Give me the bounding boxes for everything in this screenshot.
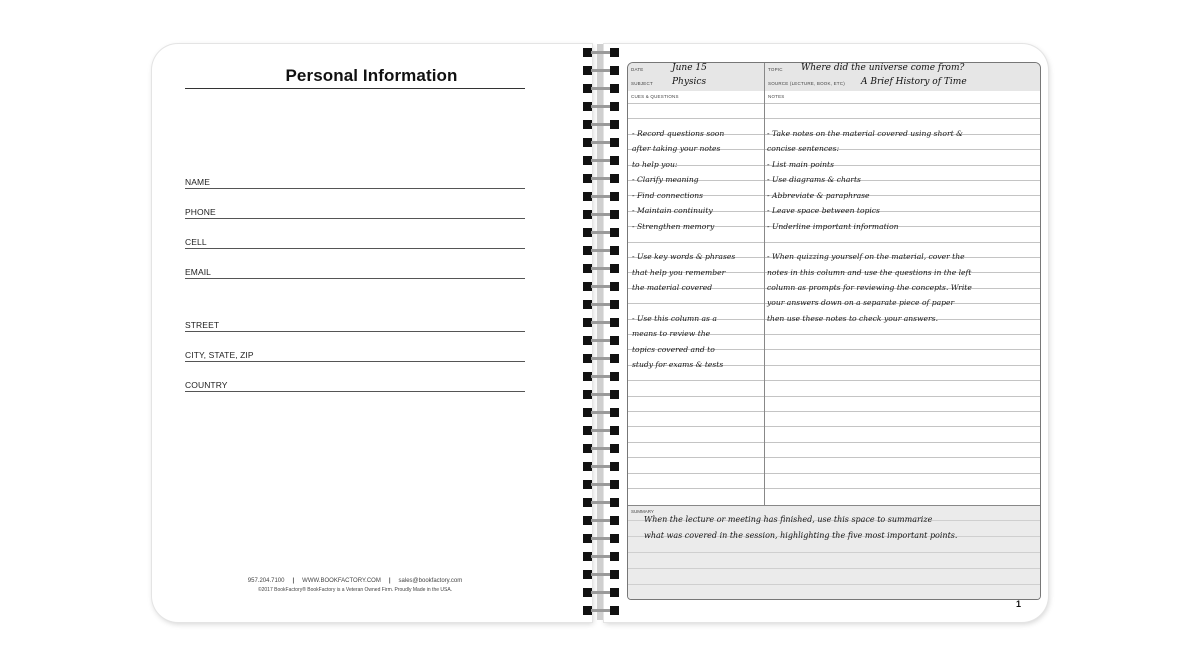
spiral-coil	[583, 210, 619, 219]
spiral-coil	[583, 318, 619, 327]
spiral-coil	[583, 174, 619, 183]
summary-rule	[628, 552, 1040, 553]
country-field[interactable]	[185, 377, 525, 392]
topic-value[interactable]: Where did the universe come from?	[801, 63, 965, 73]
ruled-line	[628, 488, 1040, 489]
cue-line: the material covered	[632, 283, 713, 292]
subject-value[interactable]: Physics	[672, 77, 707, 87]
field-label: EMAIL	[185, 267, 212, 277]
spiral-coil	[583, 300, 619, 309]
spiral-coil	[583, 516, 619, 525]
ruled-line	[628, 411, 1040, 412]
ruled-line	[628, 426, 1040, 427]
spiral-coil	[583, 66, 619, 75]
spiral-coil	[583, 588, 619, 597]
note-line: - Use diagrams & charts	[767, 175, 861, 184]
publisher-email: sales@bookfactory.com	[398, 578, 463, 584]
note-line: - Take notes on the material covered using short &	[767, 129, 963, 138]
note-line: - List main points	[767, 160, 834, 169]
ruled-line	[628, 118, 1040, 119]
cue-line: - Find connections	[632, 191, 704, 200]
page-number: 1	[1016, 599, 1022, 609]
ruled-line	[628, 473, 1040, 474]
cue-line: topics covered and to	[632, 345, 715, 354]
spiral-coil	[583, 48, 619, 57]
spiral-coil	[583, 138, 619, 147]
copyright-notice: ©2017 BookFactory® BookFactory is a Veteran Owned Firm. Proudly Made in the USA.	[257, 587, 453, 593]
street-field[interactable]	[185, 317, 525, 332]
ruled-line	[628, 396, 1040, 397]
spiral-coil	[583, 390, 619, 399]
summary-rule	[628, 584, 1040, 585]
source-value[interactable]: A Brief History of Time	[861, 77, 967, 87]
note-line: column as prompts for reviewing the concepts. Write	[767, 283, 972, 292]
date-label: DATE	[631, 67, 644, 72]
note-line: - Leave space between topics	[767, 206, 880, 215]
field-label: CITY, STATE, ZIP	[185, 350, 254, 360]
spiral-coil	[583, 102, 619, 111]
spiral-coil	[583, 282, 619, 291]
spiral-coil	[583, 192, 619, 201]
notes-label: NOTES	[768, 94, 785, 99]
note-line: notes in this column and use the questions in the left	[767, 268, 972, 277]
email-field[interactable]	[185, 264, 525, 279]
name-field[interactable]	[185, 174, 525, 189]
spiral-coil	[583, 408, 619, 417]
note-line: then use these notes to check your answers.	[767, 314, 938, 323]
page-title: Personal Information	[285, 66, 458, 85]
title-underline	[185, 88, 525, 89]
note-line: your answers down on a separate piece of paper	[767, 298, 955, 307]
ruled-line	[628, 457, 1040, 458]
spiral-coil	[583, 462, 619, 471]
personal-information-page	[152, 44, 592, 622]
field-label: NAME	[185, 177, 210, 187]
note-line: concise sentences:	[767, 144, 840, 153]
ruled-line	[628, 442, 1040, 443]
summary-line: When the lecture or meeting has finished, use this space to summarize	[644, 515, 933, 524]
cue-line: - Clarify meaning	[632, 175, 699, 184]
spiral-coil	[583, 444, 619, 453]
ruled-line	[628, 242, 1040, 243]
ruled-line	[628, 380, 1040, 381]
cue-line: - Maintain continuity	[632, 206, 713, 215]
note-line: - Abbreviate & paraphrase	[767, 191, 870, 200]
topic-label: TOPIC	[768, 67, 783, 72]
cue-line: - Use key words & phrases	[632, 252, 736, 261]
spiral-binding	[580, 44, 622, 624]
ruled-line	[628, 103, 1040, 104]
summary-rule	[628, 568, 1040, 569]
field-label: PHONE	[185, 207, 216, 217]
cue-line: study for exams & tests	[632, 360, 724, 369]
cue-line: - Record questions soon	[632, 129, 725, 138]
subject-label: SUBJECT	[631, 81, 653, 86]
spiral-coil	[583, 264, 619, 273]
header-row-subject-source	[628, 77, 1040, 92]
spiral-coil	[583, 84, 619, 93]
spiral-coil	[583, 570, 619, 579]
spiral-coil	[583, 336, 619, 345]
spiral-coil	[583, 354, 619, 363]
spiral-coil	[583, 246, 619, 255]
phone-field[interactable]	[185, 204, 525, 219]
spiral-coil	[583, 426, 619, 435]
spiral-coil	[583, 120, 619, 129]
spiral-coil	[583, 606, 619, 615]
date-value[interactable]: June 15	[672, 63, 707, 73]
cue-line: to help you:	[632, 160, 678, 169]
note-line: - When quizzing yourself on the material, cover the	[767, 252, 965, 261]
summary-section[interactable]	[628, 505, 1040, 600]
city-state-zip-field[interactable]	[185, 347, 525, 362]
spiral-coil	[583, 552, 619, 561]
publisher-contact: 957.204.7100 | WWW.BOOKFACTORY.COM | sales@bookfactory.com	[247, 578, 463, 584]
source-label: SOURCE (LECTURE, BOOK, ETC)	[768, 81, 845, 86]
ruled-line	[628, 165, 1040, 166]
spiral-coil	[583, 228, 619, 237]
cue-line: means to review the	[632, 329, 711, 338]
spiral-coil	[583, 480, 619, 489]
spiral-coil	[583, 534, 619, 543]
cue-line: - Use this column as a	[632, 314, 717, 323]
header-row-date-topic	[628, 63, 1040, 78]
cue-line: that help you remember	[632, 268, 726, 277]
cell-field[interactable]	[185, 234, 525, 249]
cue-line: after taking your notes	[632, 144, 721, 153]
summary-label: SUMMARY	[631, 509, 654, 514]
field-label: COUNTRY	[185, 380, 228, 390]
cues-label: CUES & QUESTIONS	[631, 94, 679, 99]
spiral-coil	[583, 156, 619, 165]
cue-column-divider	[764, 63, 765, 505]
note-line: - Underline important information	[767, 222, 899, 231]
cornell-notes-form	[627, 62, 1041, 600]
field-label: STREET	[185, 320, 220, 330]
publisher-phone: 957.204.7100	[247, 578, 285, 584]
summary-line: what was covered in the session, highlighting the five most important points.	[644, 531, 958, 540]
field-label: CELL	[185, 237, 207, 247]
publisher-website: WWW.BOOKFACTORY.COM	[302, 578, 381, 584]
spiral-coil	[583, 372, 619, 381]
spiral-coil	[583, 498, 619, 507]
cue-line: - Strengthen memory	[632, 222, 715, 231]
cornell-notes-page	[604, 44, 1048, 622]
